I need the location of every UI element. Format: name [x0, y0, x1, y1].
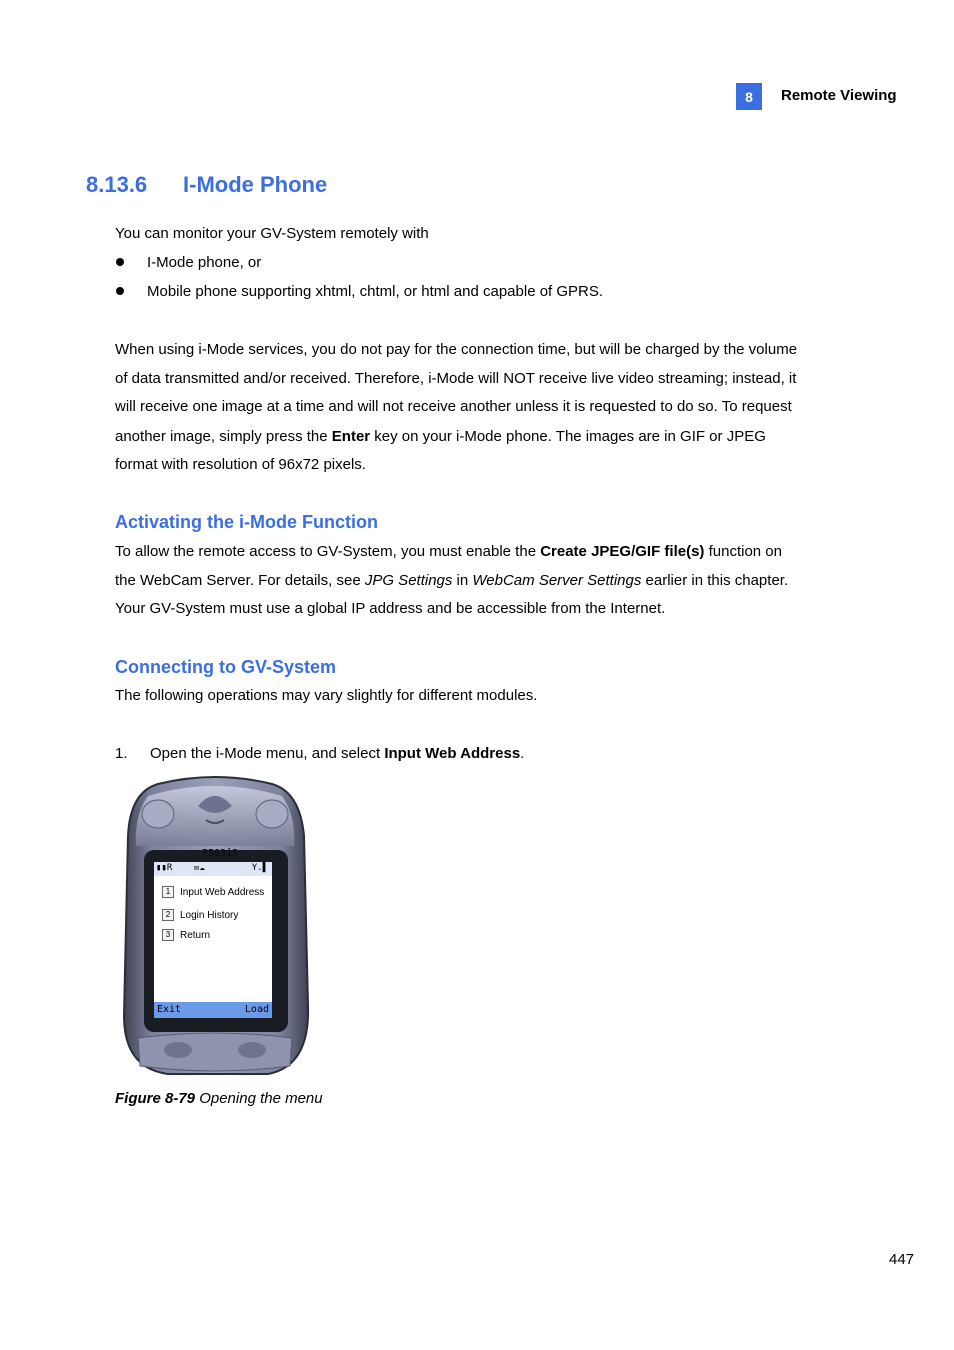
connecting-text: The following operations may vary slightly for different modules. [115, 687, 538, 704]
exit-softkey[interactable]: Exit [157, 1004, 182, 1015]
step-text [150, 745, 524, 762]
page-number: 447 [889, 1251, 915, 1268]
enter-key-term: Enter [331, 428, 371, 445]
paragraph-line: When using i-Mode services, you do not pay for the connection time, but will be charged by the volume [115, 341, 798, 358]
status-bar [154, 862, 272, 876]
text-run: Open the i-Mode menu, and select [150, 745, 385, 762]
activating-heading: Activating the i-Mode Function [115, 512, 378, 532]
softkey-bar [154, 1002, 272, 1018]
paragraph-line: Your GV-System must use a global IP address and be accessible from the Internet. [115, 600, 666, 617]
menu-item-return[interactable] [162, 929, 210, 941]
antenna-icon: Y.▌ [251, 863, 268, 873]
text-run: the WebCam Server. For details, see [115, 572, 365, 589]
section-heading [86, 172, 327, 198]
input-web-address-term: Input Web Address [384, 745, 521, 762]
figure-caption-text: Opening the menu [195, 1090, 323, 1107]
phone-model-label: P503iS [201, 848, 239, 859]
menu-key: 2 [162, 909, 174, 921]
bullet-item: I-Mode phone, or [147, 254, 262, 271]
paragraph-line [115, 572, 788, 589]
text-run: To allow the remote access to GV-System, you must enable the [115, 543, 541, 560]
paragraph-line: will receive one image at a time and will not receive another unless it is requested to do so. To request [115, 398, 792, 415]
bullet-icon [116, 258, 124, 266]
create-jpeg-term: Create JPEG/GIF file(s) [540, 543, 705, 560]
load-softkey[interactable]: Load [244, 1004, 269, 1015]
text-run: key on your i-Mode phone. The images are in GIF or JPEG [370, 428, 766, 445]
signal-status: ▮▮R [156, 863, 173, 873]
bullet-item: Mobile phone supporting xhtml, chtml, or html and capable of GPRS. [147, 283, 604, 300]
paragraph-line [115, 428, 766, 445]
text-run: . [520, 745, 525, 762]
paragraph-line [115, 543, 782, 560]
chapter-title: Remote Viewing [781, 87, 897, 104]
jpg-settings-ref: JPG Settings [364, 572, 453, 589]
figure-caption [115, 1090, 323, 1107]
text-run: in [452, 572, 473, 589]
intro-text: You can monitor your GV-System remotely with [115, 225, 429, 242]
menu-item-login-history[interactable] [162, 909, 238, 921]
menu-key: 3 [162, 929, 174, 941]
figure-label: Figure 8-79 [115, 1090, 196, 1107]
chapter-badge: 8 [736, 83, 762, 110]
menu-key: 1 [162, 886, 174, 898]
paragraph-line: format with resolution of 96x72 pixels. [115, 456, 366, 473]
connecting-heading: Connecting to GV-System [115, 657, 337, 677]
section-number: 8.13.6 [86, 172, 148, 197]
menu-label: Return [180, 929, 211, 941]
phone-screen [154, 862, 272, 1018]
bullet-icon [116, 287, 124, 295]
menu-label: Input Web Address [180, 886, 265, 898]
section-title: I-Mode Phone [183, 172, 328, 197]
menu-item-input-web-address[interactable] [162, 886, 264, 898]
text-run: another image, simply press the [115, 428, 332, 445]
mail-icon: ✉☁ [194, 863, 205, 873]
menu-label: Login History [180, 909, 239, 921]
text-run: earlier in this chapter. [641, 572, 789, 589]
text-run: function on [704, 543, 782, 560]
step-number: 1. [115, 745, 128, 762]
paragraph-line: of data transmitted and/or received. Therefore, i-Mode will NOT receive live video streaming; instead, it [115, 370, 797, 387]
webcam-settings-ref: WebCam Server Settings [472, 572, 642, 589]
